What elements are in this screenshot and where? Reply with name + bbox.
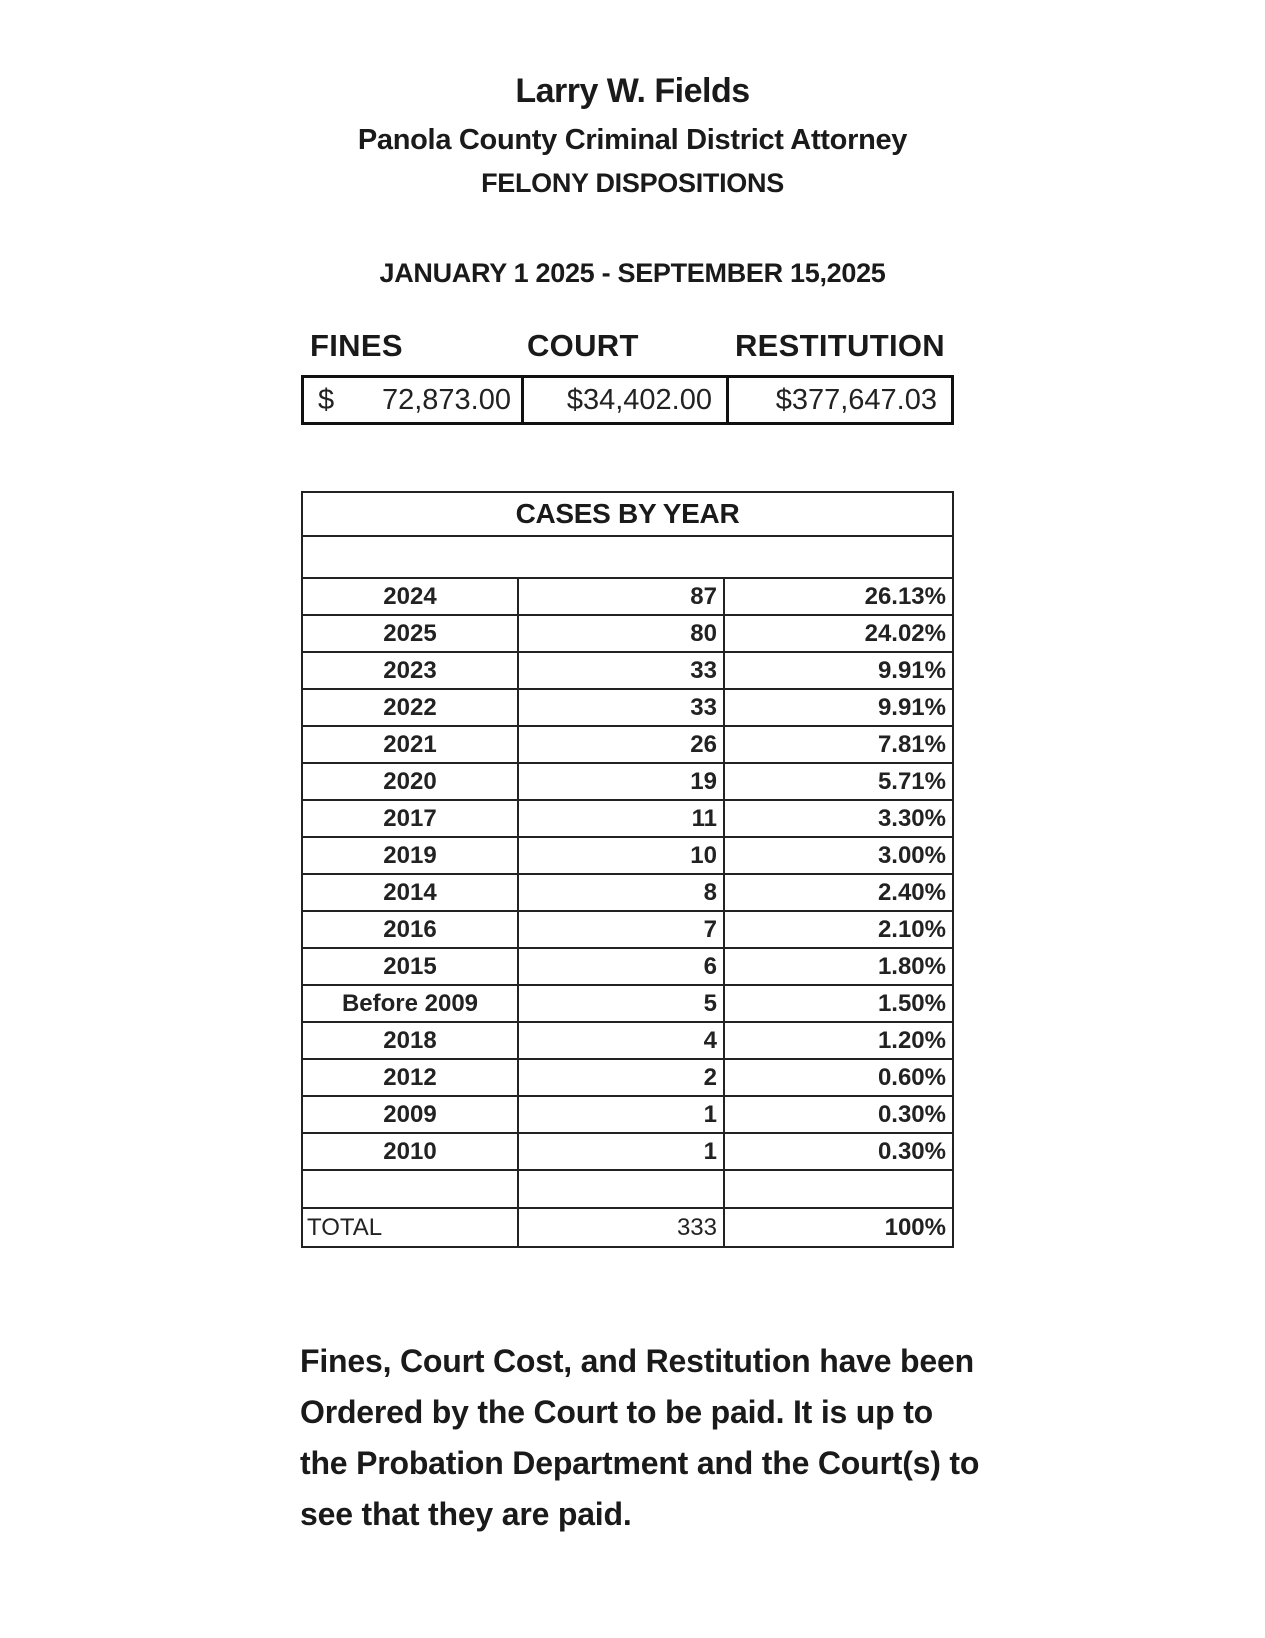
case-count-cell: 10 xyxy=(519,838,725,873)
case-count-cell: 33 xyxy=(519,690,725,725)
cases-table-spacer-row xyxy=(303,1171,952,1209)
case-count-cell: 4 xyxy=(519,1023,725,1058)
cases-table-title: CASES BY YEAR xyxy=(303,493,952,537)
case-percent-cell: 9.91% xyxy=(877,694,946,721)
case-count-cell: 2 xyxy=(519,1060,725,1095)
table-row xyxy=(303,727,952,764)
case-count-cell: 8 xyxy=(519,875,725,910)
case-percent-cell: 0.30% xyxy=(877,1138,946,1165)
footer-note: Fines, Court Cost, and Restitution have been Ordered by the Court to be paid. It is up to the Probation Department and the Court(s) to see that they are paid. xyxy=(300,1343,980,1532)
court-label: COURT xyxy=(527,328,639,363)
table-row xyxy=(303,764,952,801)
table-row xyxy=(303,1097,952,1134)
case-year-cell: 2012 xyxy=(303,1060,519,1095)
restitution-cell xyxy=(729,378,951,422)
case-percent-cell: 1.80% xyxy=(877,953,946,980)
table-row xyxy=(303,949,952,986)
fines-label: FINES xyxy=(310,328,403,363)
case-count-cell: 6 xyxy=(519,949,725,984)
document-author-name: Larry W. Fields xyxy=(515,72,750,110)
case-percent-cell: 3.00% xyxy=(877,842,946,869)
case-percent-cell: 3.30% xyxy=(877,805,946,832)
total-percent: 100% xyxy=(884,1214,946,1241)
case-count-cell: 33 xyxy=(519,653,725,688)
case-year-cell: 2024 xyxy=(303,579,519,614)
case-year-cell: 2014 xyxy=(303,875,519,910)
table-row xyxy=(303,912,952,949)
case-percent-cell: 24.02% xyxy=(864,620,946,647)
case-year-cell: 2020 xyxy=(303,764,519,799)
cases-table-blank-row xyxy=(303,537,952,579)
case-count-cell: 11 xyxy=(519,801,725,836)
cases-by-year-table xyxy=(301,491,954,1248)
case-count-cell: 26 xyxy=(519,727,725,762)
table-row xyxy=(303,801,952,838)
case-percent-cell: 0.30% xyxy=(877,1101,946,1128)
document-subtitle: FELONY DISPOSITIONS xyxy=(481,168,784,198)
case-year-cell: Before 2009 xyxy=(303,986,519,1021)
table-row xyxy=(303,1134,952,1171)
case-year-cell: 2018 xyxy=(303,1023,519,1058)
case-percent-cell: 2.40% xyxy=(877,879,946,906)
total-label: TOTAL xyxy=(303,1209,519,1246)
case-year-cell: 2009 xyxy=(303,1097,519,1132)
case-percent-cell: 1.50% xyxy=(877,990,946,1017)
table-row xyxy=(303,1023,952,1060)
case-percent-cell: 26.13% xyxy=(864,583,946,610)
case-year-cell: 2017 xyxy=(303,801,519,836)
date-range: JANUARY 1 2025 - SEPTEMBER 15,2025 xyxy=(379,258,886,288)
case-percent-cell: 1.20% xyxy=(877,1027,946,1054)
fines-cell xyxy=(304,378,524,422)
office-title: Panola County Criminal District Attorney xyxy=(357,124,908,156)
table-row xyxy=(303,838,952,875)
case-year-cell: 2015 xyxy=(303,949,519,984)
case-count-cell: 7 xyxy=(519,912,725,947)
case-percent-cell: 7.81% xyxy=(877,731,946,758)
case-year-cell: 2025 xyxy=(303,616,519,651)
table-row xyxy=(303,1060,952,1097)
table-row xyxy=(303,875,952,912)
case-percent-cell: 5.71% xyxy=(877,768,946,795)
table-row xyxy=(303,690,952,727)
cases-total-row xyxy=(303,1209,952,1246)
court-value: $34,402.00 xyxy=(566,383,712,416)
cases-table-body xyxy=(303,579,952,1171)
case-year-cell: 2021 xyxy=(303,727,519,762)
case-count-cell: 5 xyxy=(519,986,725,1021)
case-year-cell: 2016 xyxy=(303,912,519,947)
case-count-cell: 1 xyxy=(519,1097,725,1132)
summary-totals-box xyxy=(301,375,954,425)
fines-value: 72,873.00 xyxy=(381,383,511,416)
total-count: 333 xyxy=(519,1209,725,1246)
case-year-cell: 2023 xyxy=(303,653,519,688)
case-year-cell: 2019 xyxy=(303,838,519,873)
case-percent-cell: 0.60% xyxy=(877,1064,946,1091)
case-count-cell: 80 xyxy=(519,616,725,651)
restitution-value: $377,647.03 xyxy=(775,383,937,416)
case-count-cell: 19 xyxy=(519,764,725,799)
table-row xyxy=(303,653,952,690)
case-percent-cell: 9.91% xyxy=(877,657,946,684)
fines-currency-symbol: $ xyxy=(318,383,335,416)
case-count-cell: 87 xyxy=(519,579,725,614)
case-percent-cell: 2.10% xyxy=(877,916,946,943)
case-year-cell: 2022 xyxy=(303,690,519,725)
case-count-cell: 1 xyxy=(519,1134,725,1169)
court-cell xyxy=(524,378,729,422)
table-row xyxy=(303,616,952,653)
restitution-label: RESTITUTION xyxy=(735,328,945,363)
table-row xyxy=(303,986,952,1023)
case-year-cell: 2010 xyxy=(303,1134,519,1169)
table-row xyxy=(303,579,952,616)
